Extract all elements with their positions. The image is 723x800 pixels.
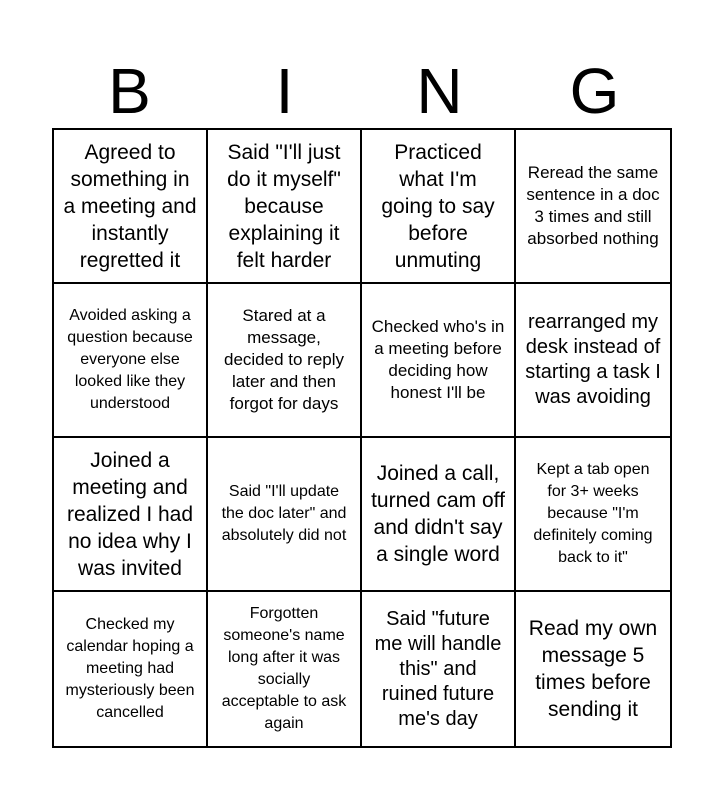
- cell-text: Reread the same sentence in a doc 3 times and still absorbed nothing: [526, 163, 660, 248]
- cell-text: Stared at a message, decided to reply later and then forgot for days: [223, 306, 345, 413]
- bingo-cell-r4-c1[interactable]: [54, 592, 208, 746]
- bingo-header: [52, 56, 672, 126]
- cell-text: Agreed to something in a meeting and instantly regretted it: [63, 140, 197, 272]
- header-letter-b: B: [108, 55, 151, 127]
- bingo-cell-r3-c3[interactable]: [362, 438, 516, 592]
- cell-text: Said "I'll update the doc later" and absolutely did not: [221, 483, 347, 544]
- bingo-cell-r2-c2[interactable]: [208, 284, 362, 438]
- bingo-cell-r4-c2[interactable]: [208, 592, 362, 746]
- bingo-cell-r1-c3[interactable]: [362, 130, 516, 284]
- bingo-cell-r1-c4[interactable]: [516, 130, 670, 284]
- header-letter-n: N: [416, 55, 463, 127]
- cell-text: Read my own message 5 times before sending it: [528, 617, 658, 721]
- cell-text: Said "I'll just do it myself" because explaining it felt harder: [227, 140, 341, 272]
- bingo-cell-r2-c4[interactable]: [516, 284, 670, 438]
- cell-text: Practiced what I'm going to say before unmuting: [381, 140, 495, 272]
- cell-text: Kept a tab open for 3+ weeks because "I'm definitely coming back to it": [533, 461, 653, 566]
- bingo-cell-r1-c1[interactable]: [54, 130, 208, 284]
- bingo-cell-r2-c1[interactable]: [54, 284, 208, 438]
- cell-text: Checked who's in a meeting before deciding how honest I'll be: [371, 317, 505, 402]
- cell-text: Avoided asking a question because everyone else looked like they understood: [67, 307, 193, 412]
- bingo-board: [52, 128, 672, 748]
- bingo-cell-r3-c1[interactable]: [54, 438, 208, 592]
- bingo-cell-r3-c2[interactable]: [208, 438, 362, 592]
- header-letter-g: G: [569, 55, 620, 127]
- cell-text: rearranged my desk instead of starting a task I was avoiding: [525, 311, 661, 408]
- cell-text: Joined a meeting and realized I had no idea why I was invited: [66, 448, 194, 580]
- cell-text: Forgotten someone's name long after it was socially acceptable to ask again: [221, 605, 347, 732]
- bingo-cell-r4-c4[interactable]: [516, 592, 670, 746]
- bingo-cell-r2-c3[interactable]: [362, 284, 516, 438]
- cell-text: Joined a call, turned cam off and didn't say a single word: [371, 462, 505, 566]
- header-letter-i: I: [275, 55, 294, 127]
- bingo-cell-r1-c2[interactable]: [208, 130, 362, 284]
- cell-text: Checked my calendar hoping a meeting had mysteriously been cancelled: [65, 616, 195, 721]
- cell-text: Said "future me will handle this" and ruined future me's day: [374, 607, 502, 730]
- bingo-cell-r3-c4[interactable]: [516, 438, 670, 592]
- bingo-cell-r4-c3[interactable]: [362, 592, 516, 746]
